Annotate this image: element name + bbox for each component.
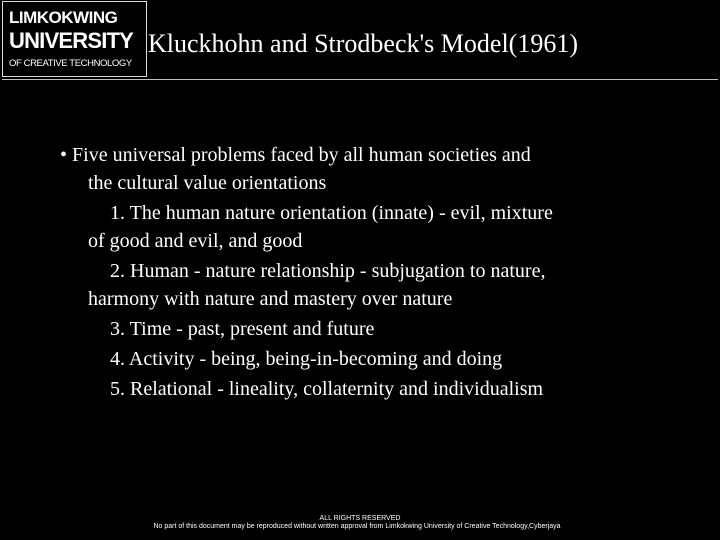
logo-text-university: UNIVERSITY bbox=[9, 28, 134, 53]
bullet-marker: • bbox=[60, 144, 68, 166]
list-item-relational: 5. Relational - lineality, collaternity and individualism bbox=[110, 378, 544, 400]
title-divider bbox=[2, 79, 718, 80]
university-logo bbox=[2, 1, 147, 77]
list-item-continuation: of good and evil, and good bbox=[88, 230, 303, 252]
logo-text-tagline: OF CREATIVE TECHNOLOGY bbox=[9, 58, 132, 69]
list-item-activity: 4. Activity - being, being-in-becoming and doing bbox=[110, 348, 503, 370]
bullet-text: Five universal problems faced by all human societies and bbox=[72, 144, 531, 166]
logo-text-name: LIMKOKWING bbox=[9, 8, 118, 27]
slide-title: Kluckhohn and Strodbeck's Model(1961) bbox=[148, 29, 579, 58]
footer-rights: ALL RIGHTS RESERVED bbox=[319, 515, 401, 522]
list-item-man-nature: 2. Human - nature relationship - subjugation to nature, bbox=[110, 260, 546, 282]
list-item-human-nature: 1. The human nature orientation (innate) - evil, mixture bbox=[110, 202, 553, 224]
footer-notice: No part of this document may be reproduced without written approval from Limkokwing University of Creative Technology,Cyberjaya bbox=[153, 523, 561, 530]
list-item-time: 3. Time - past, present and future bbox=[110, 318, 375, 340]
slide-body bbox=[60, 141, 700, 403]
list-item-continuation: harmony with nature and mastery over nature bbox=[88, 288, 453, 310]
bullet-line bbox=[60, 141, 700, 169]
bullet-continuation: the cultural value orientations bbox=[88, 172, 327, 194]
